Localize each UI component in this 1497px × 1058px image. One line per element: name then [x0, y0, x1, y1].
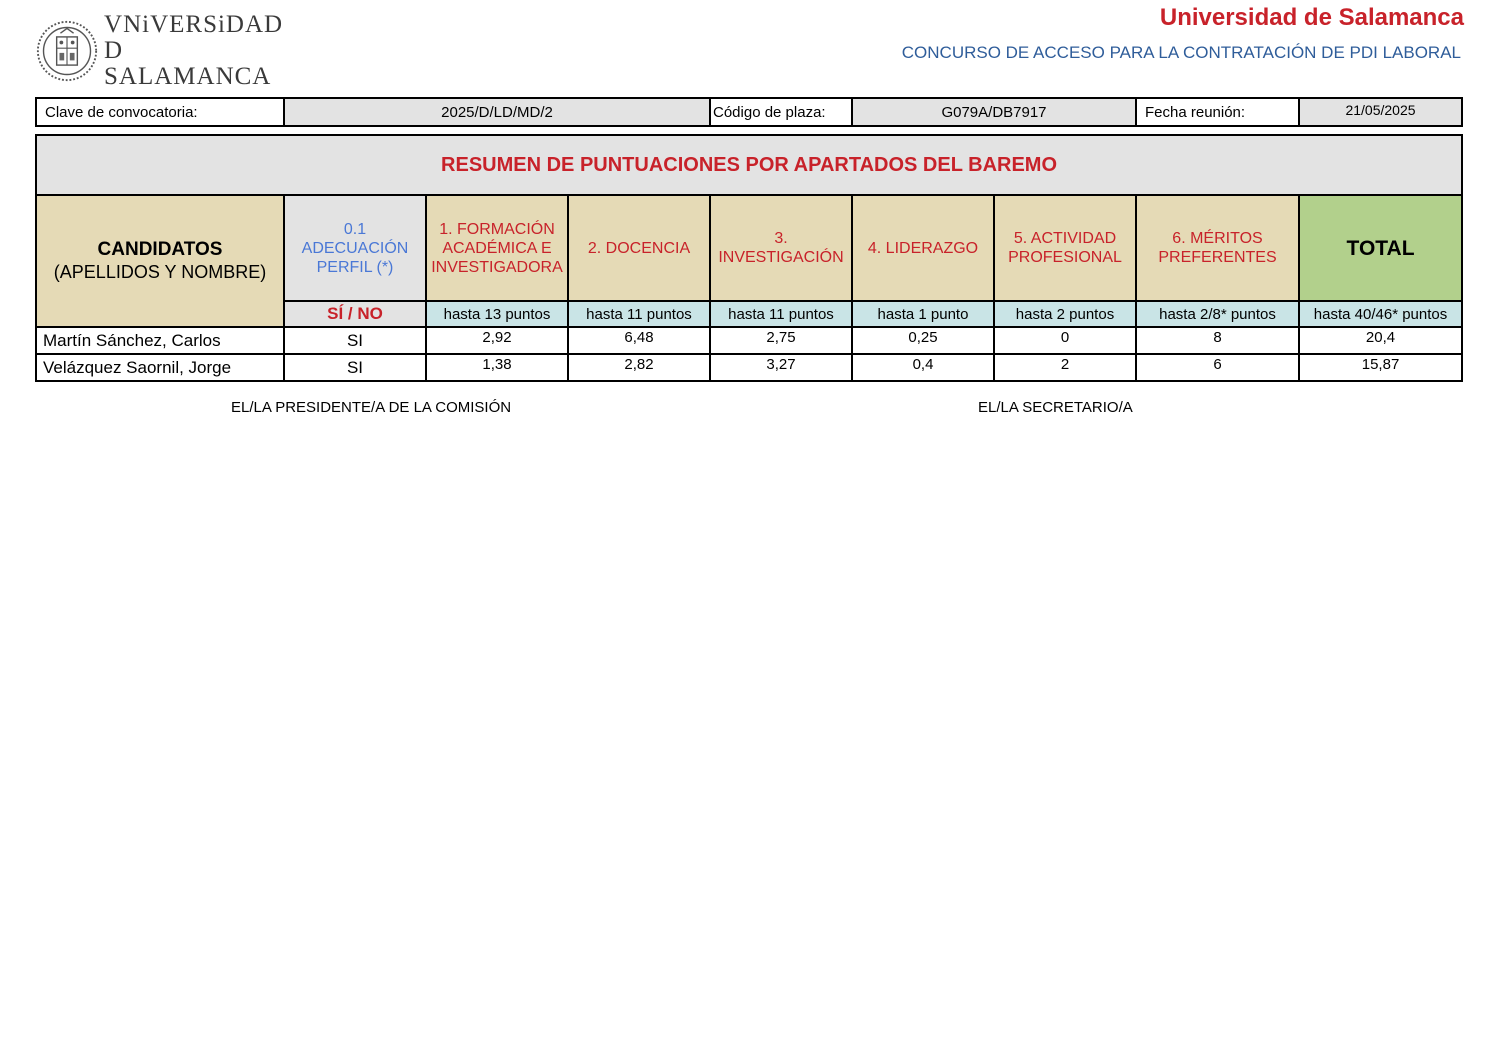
cell-investigacion: 3,27: [710, 354, 852, 381]
clave-value: 2025/D/LD/MD/2: [284, 98, 710, 126]
col-header-investigacion: 3. INVESTIGACIÓN: [710, 195, 852, 301]
cell-adecuacion: SI: [284, 354, 426, 381]
logo-line-2: D SALAMANCA: [104, 37, 272, 90]
logo-line-1: VNiVERSiDAD: [104, 11, 284, 38]
signature-president: EL/LA PRESIDENTE/A DE LA COMISIÓN: [231, 399, 512, 416]
col-header-adecuacion: 0.1 ADECUACIÓN PERFIL (*): [284, 195, 426, 301]
candidates-header-sub: (APELLIDOS Y NOMBRE): [53, 262, 267, 282]
info-table: [35, 97, 1463, 127]
cell-docencia: 6,48: [568, 327, 710, 354]
cell-formacion: 1,38: [426, 354, 568, 381]
range-adecuacion: SÍ / NO: [284, 301, 426, 327]
col-header-meritos: 6. MÉRITOS PREFERENTES: [1136, 195, 1299, 301]
range-liderazgo: hasta 1 punto: [852, 301, 994, 327]
cell-liderazgo: 0,25: [852, 327, 994, 354]
candidates-header-title: CANDIDATOS: [97, 239, 223, 260]
cell-total: 20,4: [1299, 327, 1462, 354]
cell-meritos: 6: [1136, 354, 1299, 381]
codigo-label: Código de plaza:: [710, 98, 852, 126]
scores-table: [35, 134, 1463, 382]
range-actividad: hasta 2 puntos: [994, 301, 1136, 327]
cell-actividad: 0: [994, 327, 1136, 354]
table-row: [36, 354, 1462, 381]
cell-actividad: 2: [994, 354, 1136, 381]
signature-secretary: EL/LA SECRETARIO/A: [978, 399, 1133, 416]
table-title: RESUMEN DE PUNTUACIONES POR APARTADOS DEL BAREMO: [36, 135, 1462, 195]
fecha-label: Fecha reunión:: [1136, 98, 1299, 126]
codigo-value: G079A/DB7917: [852, 98, 1136, 126]
cell-docencia: 2,82: [568, 354, 710, 381]
cell-adecuacion: SI: [284, 327, 426, 354]
cell-total: 15,87: [1299, 354, 1462, 381]
col-header-formacion: 1. FORMACIÓN ACADÉMICA E INVESTIGADORA: [426, 195, 568, 301]
fecha-value: 21/05/2025: [1299, 98, 1462, 126]
col-header-total: TOTAL: [1299, 195, 1462, 301]
candidate-name: Velázquez Saornil, Jorge: [36, 354, 284, 381]
table-row: [36, 327, 1462, 354]
university-name: Universidad de Salamanca: [1159, 4, 1464, 31]
range-investigacion: hasta 11 puntos: [710, 301, 852, 327]
document-subtitle: CONCURSO DE ACCESO PARA LA CONTRATACIÓN DE PDI LABORAL: [901, 43, 1461, 62]
cell-meritos: 8: [1136, 327, 1299, 354]
range-docencia: hasta 11 puntos: [568, 301, 710, 327]
candidate-name: Martín Sánchez, Carlos: [36, 327, 284, 354]
candidates-header: [36, 195, 284, 327]
university-logo: [36, 11, 286, 90]
cell-liderazgo: 0,4: [852, 354, 994, 381]
col-header-actividad: 5. ACTIVIDAD PROFESIONAL: [994, 195, 1136, 301]
range-formacion: hasta 13 puntos: [426, 301, 568, 327]
university-seal-icon: [36, 18, 98, 84]
range-meritos: hasta 2/8* puntos: [1136, 301, 1299, 327]
cell-investigacion: 2,75: [710, 327, 852, 354]
col-header-liderazgo: 4. LIDERAZGO: [852, 195, 994, 301]
cell-formacion: 2,92: [426, 327, 568, 354]
clave-label: Clave de convocatoria:: [36, 98, 284, 126]
col-header-docencia: 2. DOCENCIA: [568, 195, 710, 301]
range-total: hasta 40/46* puntos: [1299, 301, 1462, 327]
